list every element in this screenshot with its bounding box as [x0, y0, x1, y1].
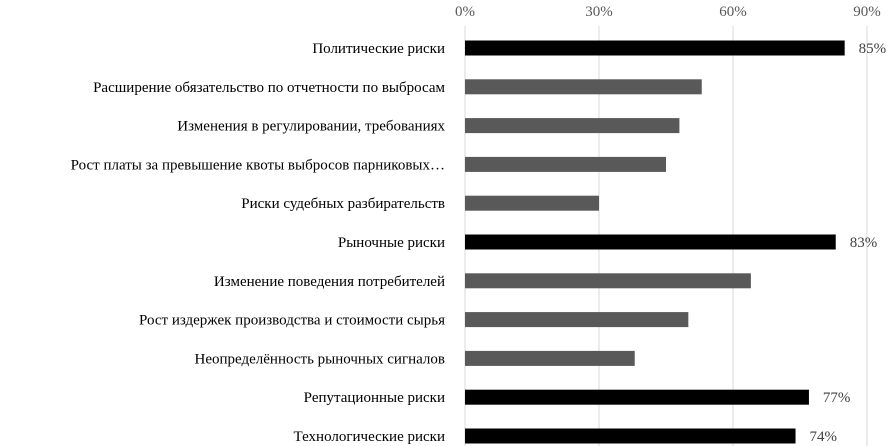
x-tick-label: 60%	[719, 4, 747, 20]
category-label: Неопределённость рыночных сигналов	[194, 351, 445, 368]
data-label: 77%	[822, 390, 851, 407]
category-label: Политические риски	[312, 41, 445, 57]
axis-tick-labels	[455, 4, 881, 20]
data-label: 83%	[849, 235, 878, 251]
category-label: Рост платы за превышение квоты выбросов парниковых…	[70, 157, 445, 174]
category-labels	[71, 41, 446, 445]
bar	[465, 79, 702, 94]
bars	[465, 41, 845, 444]
bar	[465, 157, 666, 172]
data-label: 85%	[858, 41, 887, 57]
bar	[465, 429, 796, 444]
category-label: Технологические риски	[293, 429, 445, 445]
category-label: Изменение поведения потребителей	[213, 273, 445, 290]
bar	[465, 41, 845, 56]
x-tick-label: 0%	[455, 4, 475, 20]
bar	[465, 351, 635, 366]
category-label: Рыночные риски	[337, 235, 445, 251]
category-label: Расширение обязательство по отчетности по выбросам	[93, 79, 445, 96]
category-label: Риски судебных разбирательств	[241, 196, 445, 213]
bar	[465, 312, 688, 327]
bar	[465, 273, 751, 288]
bar	[465, 196, 599, 211]
bar	[465, 235, 836, 250]
x-tick-label: 90%	[853, 4, 881, 20]
bar	[465, 118, 679, 133]
category-label: Изменения в регулировании, требованиях	[177, 118, 445, 135]
category-label: Репутационные риски	[303, 390, 445, 407]
data-label: 74%	[809, 429, 838, 445]
x-tick-label: 30%	[585, 4, 613, 20]
bar	[465, 390, 809, 405]
category-label: Рост издержек производства и стоимости сырья	[139, 312, 445, 329]
